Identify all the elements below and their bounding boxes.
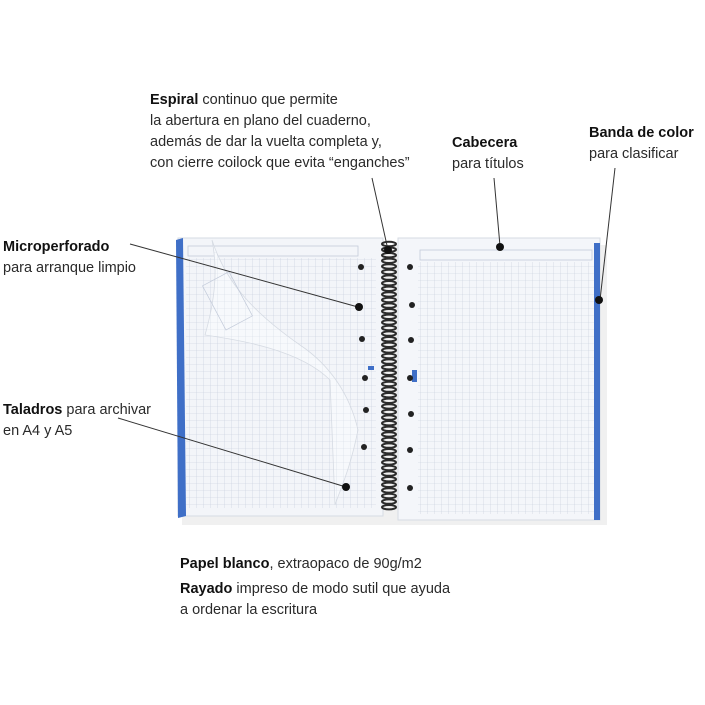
hole-left-6 [361, 444, 367, 450]
dot-banda [595, 296, 603, 304]
espiral-line-4: con cierre coilock que evita “enganches” [150, 155, 410, 171]
dot-cabecera [496, 243, 504, 251]
rayado-line-2: a ordenar la escritura [180, 602, 318, 618]
rayado-text: impreso de modo sutil que ayuda [232, 581, 451, 597]
microperforado-text: para arranque limpio [3, 260, 136, 276]
spiral-coil [382, 242, 396, 246]
callout-espiral [150, 90, 410, 174]
dot-taladros [342, 483, 350, 491]
hole-right-1 [407, 264, 413, 270]
left-page [178, 238, 383, 516]
hole-left-3 [359, 336, 365, 342]
hole-right-7 [407, 485, 413, 491]
banda-text: para clasificar [589, 146, 679, 162]
papel-text: , extraopaco de 90g/m2 [269, 556, 422, 572]
leader-cabecera [494, 178, 500, 246]
banda-title: Banda de color [589, 125, 694, 141]
espiral-text: continuo que permite [198, 92, 338, 108]
dot-espiral [384, 246, 392, 254]
hole-left-4 [362, 375, 368, 381]
hole-left-5 [363, 407, 369, 413]
hole-left-1 [358, 264, 364, 270]
espiral-line-3: además de dar la vuelta completa y, [150, 134, 382, 150]
callout-taladros [3, 400, 151, 442]
espiral-title: Espiral [150, 92, 199, 108]
right-page [398, 238, 600, 520]
hole-right-4 [407, 375, 413, 381]
papel-title: Papel blanco [180, 556, 270, 572]
callout-papel [180, 554, 422, 575]
callout-rayado [180, 579, 450, 621]
taladros-title: Taladros [3, 402, 63, 418]
callout-microperforado [3, 237, 136, 279]
hole-right-2 [409, 302, 415, 308]
callout-banda [589, 123, 694, 165]
callout-cabecera [452, 133, 524, 175]
microperforado-title: Microperforado [3, 239, 110, 255]
cabecera-title: Cabecera [452, 135, 518, 151]
hole-right-5 [408, 411, 414, 417]
hole-right-6 [407, 447, 413, 453]
hole-right-3 [408, 337, 414, 343]
right-color-band [594, 243, 600, 520]
taladros-text: para archivar [62, 402, 152, 418]
leader-banda [600, 168, 615, 300]
dot-microperforado [355, 303, 363, 311]
cabecera-text: para títulos [452, 156, 524, 172]
taladros-line-2: en A4 y A5 [3, 423, 73, 439]
rayado-title: Rayado [180, 581, 233, 597]
espiral-line-2: la abertura en plano del cuaderno, [150, 113, 371, 129]
